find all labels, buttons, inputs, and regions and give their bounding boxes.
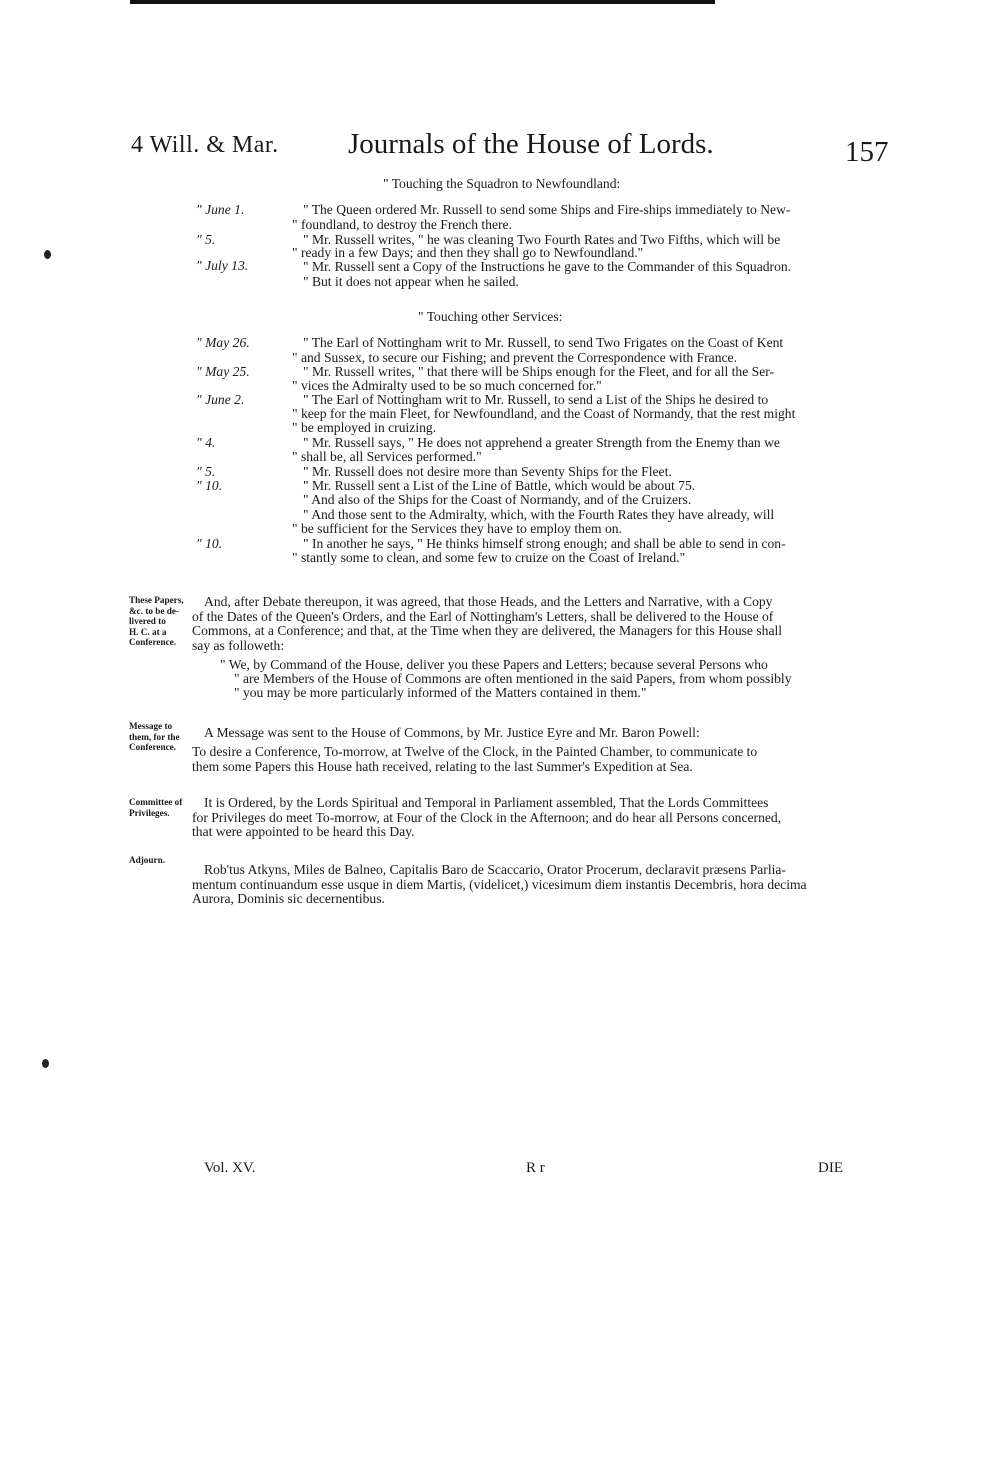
date-label: " 10. [196,536,223,551]
volume-label: Vol. XV. [204,1160,256,1176]
top-rule [130,0,715,4]
entry-line: " Mr. Russell writes, " that there will be Ships enough for the Fleet, and for all the Ser- [303,364,775,379]
date-label: " May 25. [196,364,250,379]
section-heading-squadron: " Touching the Squadron to Newfoundland: [383,176,621,191]
entry-line: " The Earl of Nottingham writ to Mr. Russell, to send a List of the Ships he desired to [303,392,769,407]
date-label: " 5. [196,464,216,479]
entry-line: " Mr. Russell writes, " he was cleaning Two Fourth Rates and Two Fifths, which will be [303,232,781,247]
body-line: A Message was sent to the House of Commons, by Mr. Justice Eyre and Mr. Baron Powell: [204,725,700,740]
entry-line: " And those sent to the Admiralty, which, with the Fourth Rates they have already, will [303,507,775,522]
body-line: them some Papers this House hath received, relating to the last Summer's Expedition at Sea. [192,759,693,774]
date-label: " July 13. [196,258,249,273]
quote-line: " are Members of the House of Commons are often mentioned in the said Papers, from whom possibly [234,671,792,686]
body-line: that were appointed to be heard this Day. [192,824,415,839]
date-label: " 10. [196,478,223,493]
body-line: Aurora, Dominis sic decernentibus. [192,891,385,906]
body-line: Rob'tus Atkyns, Miles de Balneo, Capitalis Baro de Scaccario, Orator Procerum, declaravit præsens Parlia- [204,862,786,877]
entry-line: " and Sussex, to secure our Fishing; and prevent the Correspondence with France. [292,350,737,365]
entry-line: " And also of the Ships for the Coast of Normandy, and of the Cruizers. [303,492,692,507]
entry-line: " stantly some to clean, and some few to cruize on the Coast of Ireland." [292,550,686,565]
page-number: 157 [845,136,889,168]
entry-line: " vices the Admiralty used to be so much concerned for." [292,378,602,393]
section-heading-services: " Touching other Services: [418,309,563,324]
catchword: DIE [818,1160,843,1176]
body-line: mentum continuandum esse usque in diem Martis, (videlicet,) vicesimum diem instantis Decembris, hora decima [192,877,807,892]
ink-spot [42,1059,49,1068]
entry-line: " shall be, all Services performed." [292,449,482,464]
entry-line: " foundland, to destroy the French there. [292,217,512,232]
entry-line: " The Earl of Nottingham writ to Mr. Russell, to send Two Frigates on the Coast of Kent [303,335,784,350]
entry-line: " ready in a few Days; and then they shall go to Newfoundland." [292,245,644,260]
signature-mark: R r [526,1160,545,1176]
date-label: " 5. [196,232,216,247]
page-title: Journals of the House of Lords. [348,128,714,160]
body-line: And, after Debate thereupon, it was agreed, that those Heads, and the Letters and Narrative, with a Copy [204,594,773,609]
regnal-year: 4 Will. & Mar. [131,132,279,158]
entry-line: " Mr. Russell says, " He does not apprehend a greater Strength from the Enemy than we [303,435,780,450]
margin-note-adjourn: Adjourn. [129,855,165,865]
margin-note-committee: Committee of Privileges. [129,797,183,818]
entry-line: " Mr. Russell sent a Copy of the Instructions he gave to the Commander of this Squadron. [303,259,792,274]
body-line: for Privileges do meet To-morrow, at Four of the Clock in the Afternoon; and do hear all Persons concerned, [192,810,782,825]
entry-line: " In another he says, " He thinks himself strong enough; and shall be able to send in con- [303,536,786,551]
entry-line: " Mr. Russell sent a List of the Line of Battle, which would be about 75. [303,478,696,493]
entry-line: " But it does not appear when he sailed. [303,274,519,289]
date-label: " June 1. [196,202,245,217]
entry-line: " be employed in cruizing. [292,420,437,435]
quote-line: " We, by Command of the House, deliver you these Papers and Letters; because several Persons who [220,657,768,672]
quote-line: " you may be more particularly informed of the Matters contained in them." [234,685,647,700]
date-label: " May 26. [196,335,250,350]
entry-line: " keep for the main Fleet, for Newfoundland, and the Coast of Normandy, that the rest might [292,406,796,421]
body-line: of the Dates of the Queen's Orders, and the Earl of Nottingham's Letters, shall be delivered to the House of [192,609,774,624]
body-line: It is Ordered, by the Lords Spiritual and Temporal in Parliament assembled, That the Lords Committees [204,795,769,810]
margin-note-papers: These Papers, &c. to be de- livered to H. C. at a Conference. [129,595,184,647]
date-label: " June 2. [196,392,245,407]
margin-note-message: Message to them, for the Conference. [129,721,180,752]
body-line: say as followeth: [192,638,285,653]
entry-line: " be sufficient for the Services they have to employ them on. [292,521,622,536]
entry-line: " Mr. Russell does not desire more than Seventy Ships for the Fleet. [303,464,672,479]
entry-line: " The Queen ordered Mr. Russell to send some Ships and Fire-ships immediately to New- [303,202,791,217]
ink-spot [44,250,51,259]
date-label: " 4. [196,435,216,450]
body-line: Commons, at a Conference; and that, at the Time when they are delivered, the Managers for this House shall [192,623,783,638]
body-line: To desire a Conference, To-morrow, at Twelve of the Clock, in the Painted Chamber, to communicate to [192,744,758,759]
